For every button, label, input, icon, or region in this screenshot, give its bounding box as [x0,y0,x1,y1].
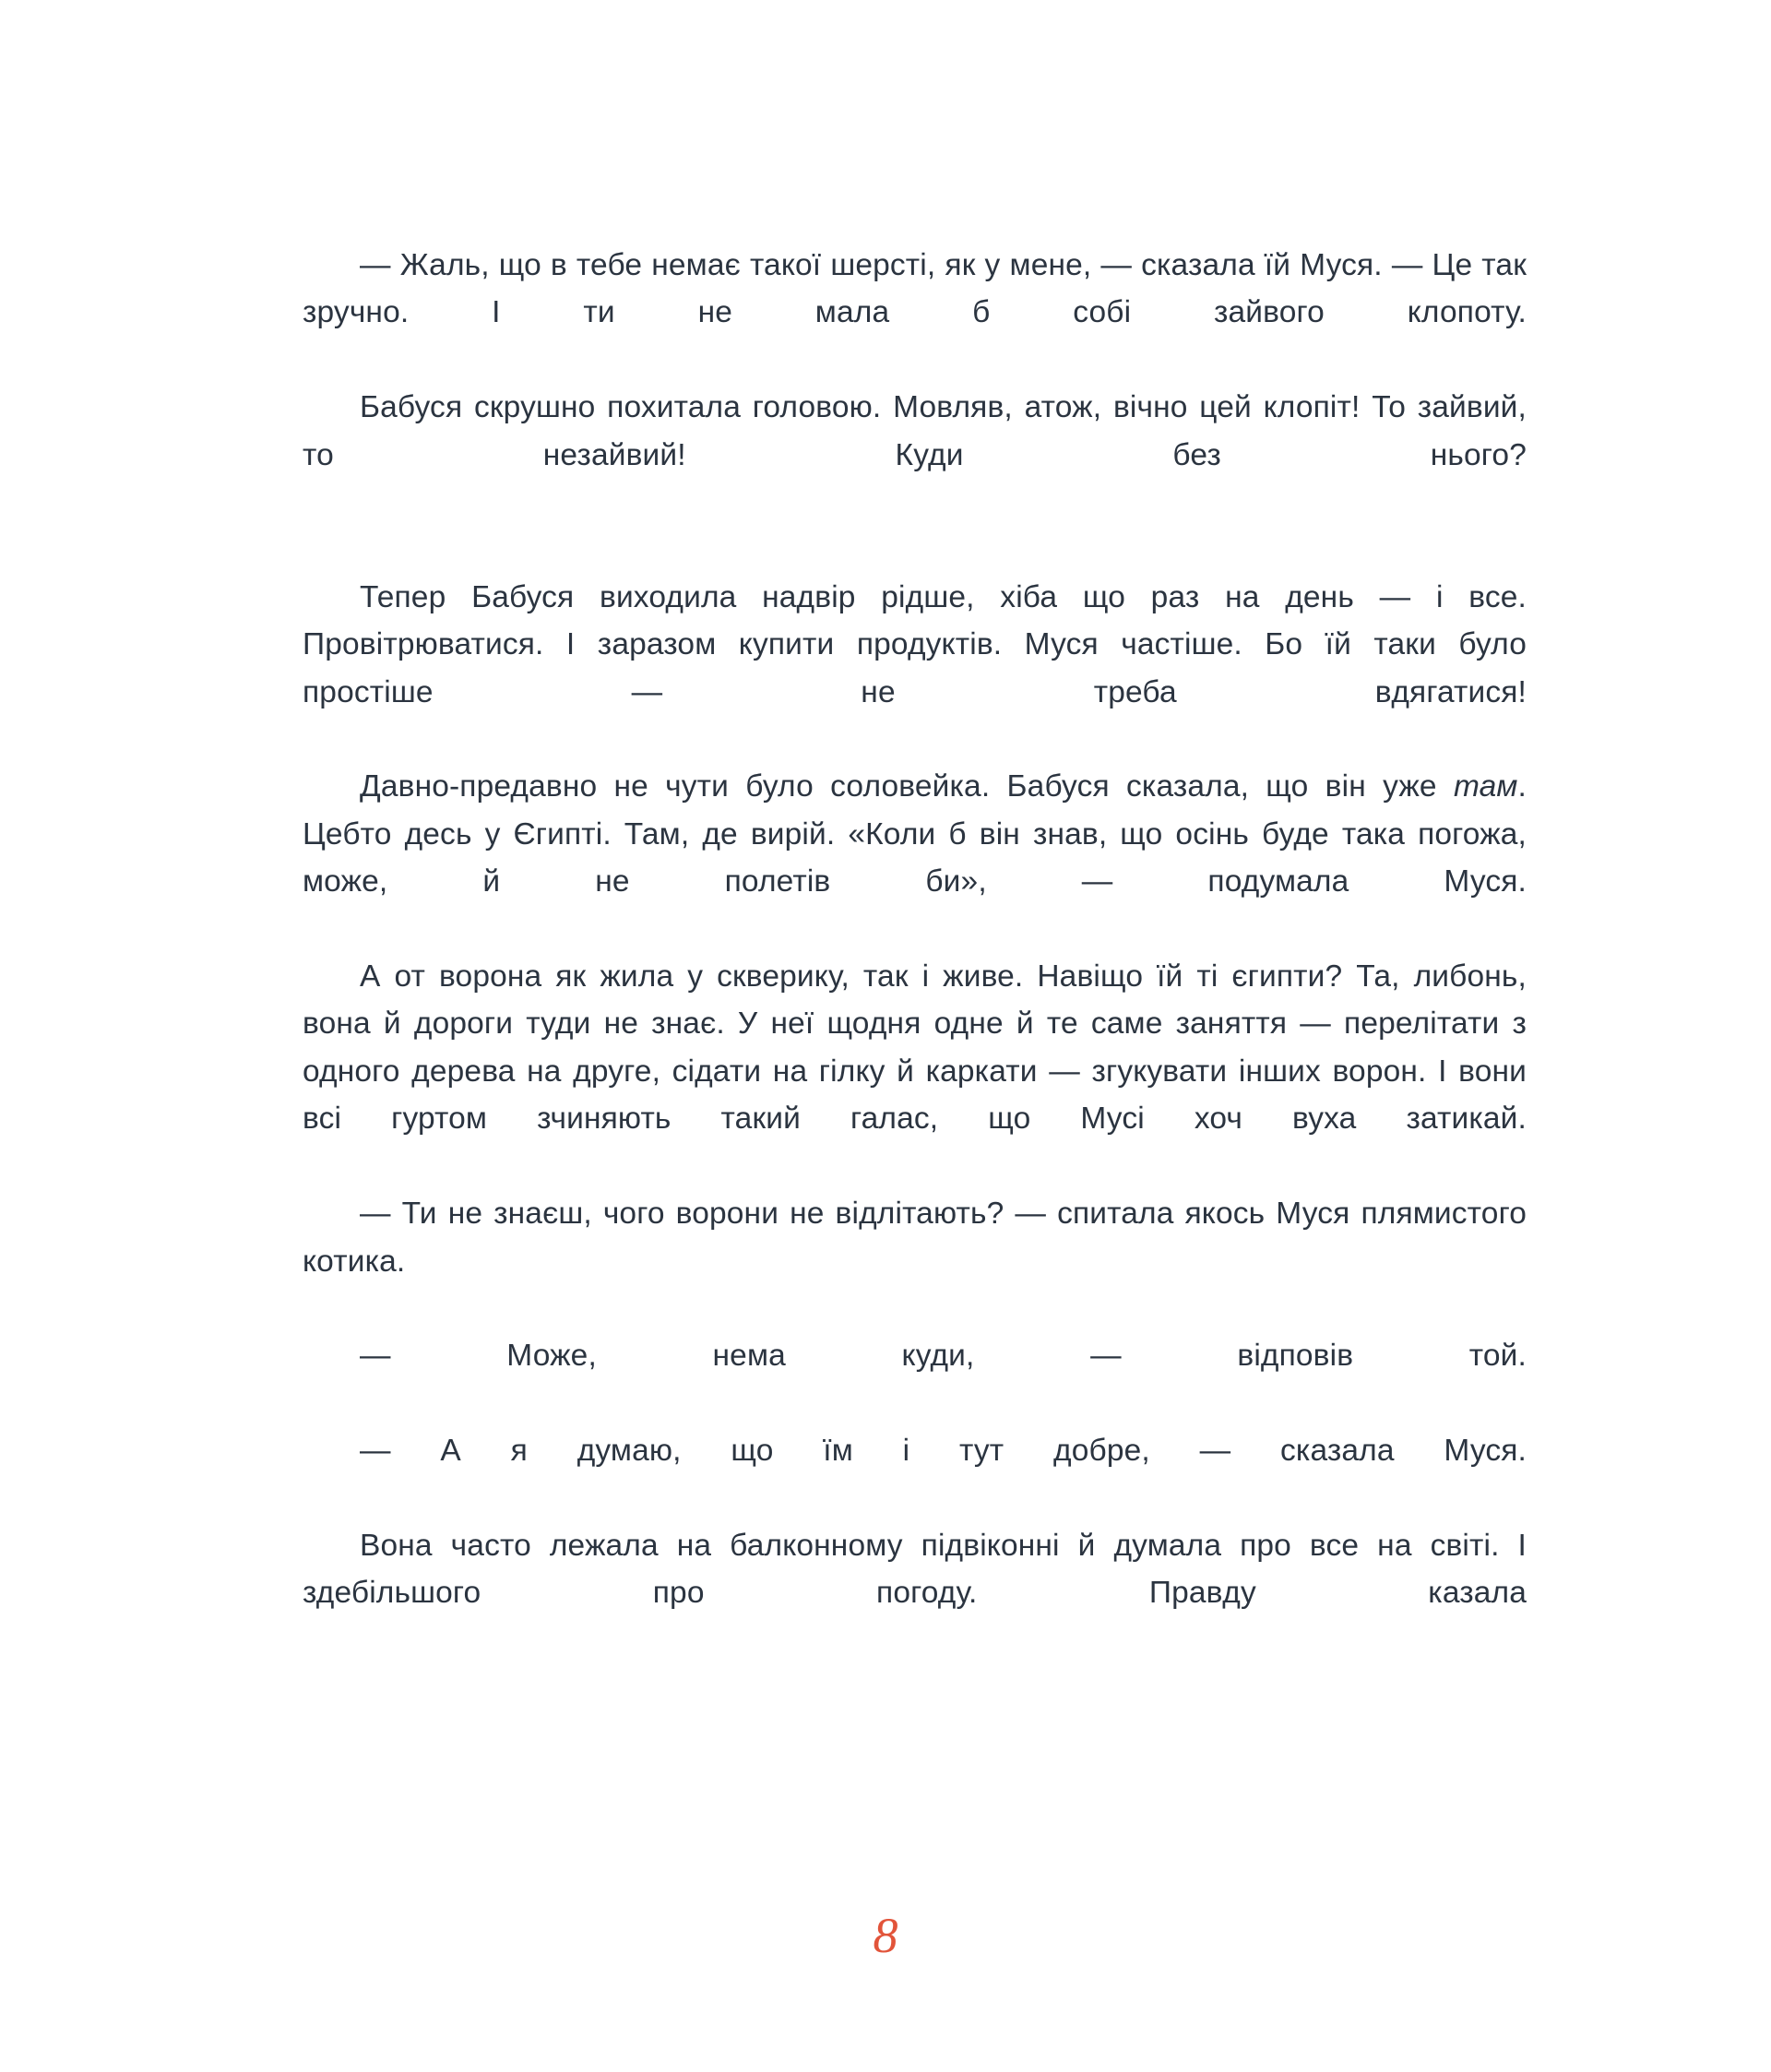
paragraph-text: — Жаль, що в тебе немає такої шерсті, як у мене, — сказала їй Муся. — Це так зручно. І ти не мала б собі зайвого клопоту. [303,248,1527,330]
paragraph-text: — Ти не знаєш, чого ворони не відлітають? — спитала якось Муся плямистого котика. [303,1197,1527,1279]
paragraph-text: Давно-предавно не чути було соловейка. Бабуся сказала, що він уже [360,769,1454,804]
body-paragraph [303,763,1527,953]
paragraph-text: — А я думаю, що їм і тут добре, — сказала Муся. [360,1434,1527,1469]
paragraph-text: . Цебто десь у Єгипті. Там, де вирій. «Коли б він знав, що осінь буде така погожа, може, й не полетів би», — подумала Муся. [303,769,1527,899]
paragraph-text: — Може, нема куди, — відповів той. [360,1339,1527,1374]
body-paragraph [303,384,1527,526]
body-paragraph [303,1522,1527,1664]
paragraph-text: А от ворона як жила у скверику, так і живе. Навіщо їй ті єгипти? Та, либонь, вона й дороги туди не знає. У неї щодня одне й те саме заняття — перелітати з одного дерева на друге, сідати на гілку й каркати — згукувати інших ворон. І вони всі гуртом зчиняють такий галас, що Мусі хоч вуха затикай. [303,959,1527,1137]
body-text-column [303,242,1527,1664]
page-number: 8 [873,1908,898,1963]
paragraph-text: Вона часто лежала на балконному підвіконні й думала про все на світі. І здебільшого про погоду. Правду казала [303,1528,1527,1611]
body-paragraph [303,1190,1527,1332]
body-paragraph [303,1332,1527,1427]
emphasised-word: там [1453,769,1518,804]
paragraph-text: Бабуся скрушно похитала головою. Мовляв, атож, вічно цей клопіт! То зайвий, то незайвий! Куди без нього? [303,390,1527,472]
paragraph-text: Тепер Бабуся виходила надвір рідше, хіба що раз на день — і все. Провітрюватися. І заразом купити продуктів. Муся частіше. Бо їй таки було простіше — не треба вдягатися! [303,579,1527,709]
body-paragraph [303,1427,1527,1522]
body-paragraph [303,953,1527,1190]
body-paragraph [303,242,1527,384]
body-paragraph [303,574,1527,764]
